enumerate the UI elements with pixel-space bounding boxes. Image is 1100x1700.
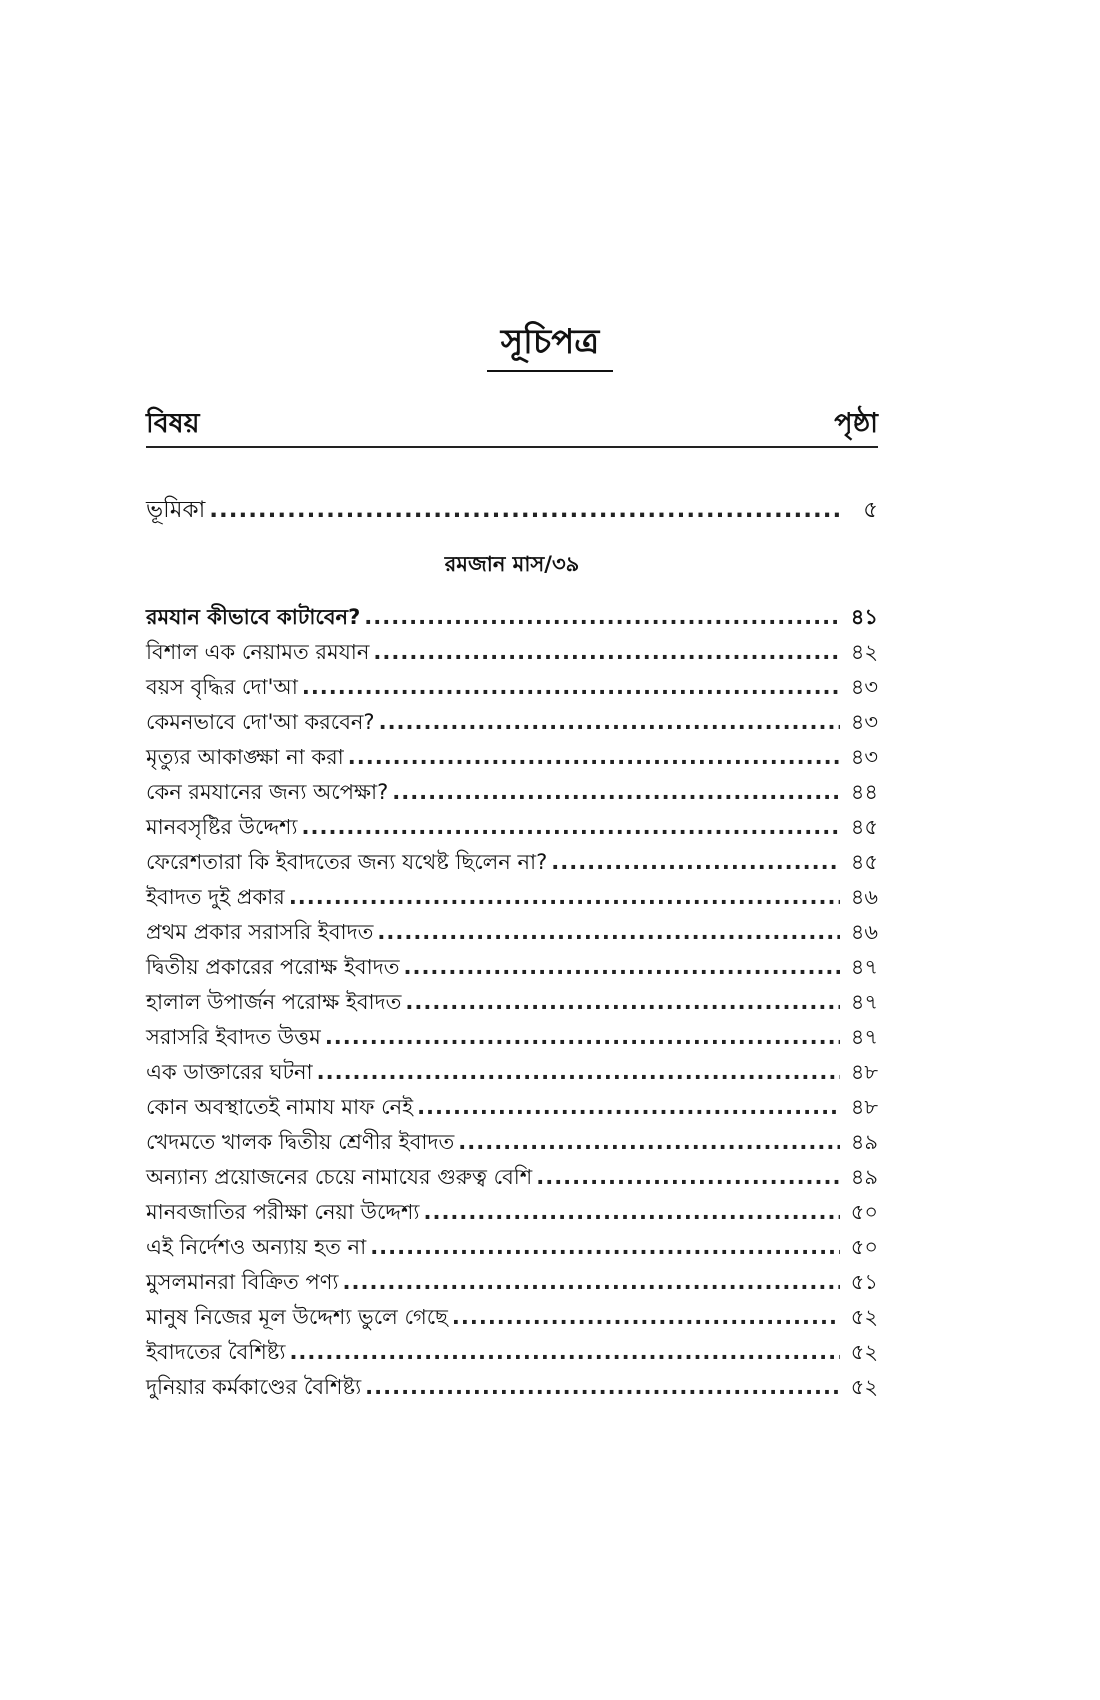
- toc-entry[interactable]: [146, 1195, 878, 1230]
- dot-leader: [289, 880, 840, 915]
- entry-page-number: ৪৯: [850, 1165, 878, 1189]
- entry-page-number: ৫২: [850, 1340, 878, 1364]
- entry-title: কেন রমযানের জন্য অপেক্ষা?: [146, 780, 389, 804]
- dot-leader: [302, 810, 840, 845]
- toc-entry[interactable]: [146, 1090, 878, 1125]
- entry-title: সরাসরি ইবাদত উত্তম: [146, 1025, 321, 1049]
- entry-title: খেদমতে খালক দ্বিতীয় শ্রেণীর ইবাদত: [146, 1130, 455, 1154]
- toc-entry[interactable]: [146, 1300, 878, 1335]
- dot-leader: [405, 985, 840, 1020]
- entry-page-number: ৪৮: [850, 1060, 878, 1084]
- entry-title: দুনিয়ার কর্মকাণ্ডের বৈশিষ্ট্য: [146, 1375, 362, 1399]
- dot-leader: [377, 915, 840, 950]
- page-title-container: [0, 318, 1100, 372]
- page-title: সূচিপত্র: [487, 318, 614, 372]
- entry-title: বয়স বৃদ্ধির দো'আ: [146, 675, 298, 699]
- entry-title: দ্বিতীয় প্রকারের পরোক্ষ ইবাদত: [146, 955, 400, 979]
- toc-entry[interactable]: [146, 1265, 878, 1300]
- toc-entry[interactable]: [146, 1335, 878, 1370]
- entry-page-number: ৪৫: [850, 815, 878, 839]
- toc-entry[interactable]: [146, 810, 878, 845]
- toc-entry[interactable]: [146, 600, 878, 635]
- entry-page-number: ৪৭: [850, 955, 878, 979]
- toc-entry[interactable]: [146, 1020, 878, 1055]
- entry-page-number: ৫২: [850, 1305, 878, 1329]
- entry-title: মানুষ নিজের মূল উদ্দেশ্য ভুলে গেছে: [146, 1305, 448, 1329]
- entry-title: হালাল উপার্জন পরোক্ষ ইবাদত: [146, 990, 402, 1014]
- entry-page-number: ৪৭: [850, 990, 878, 1014]
- dot-leader: [403, 950, 840, 985]
- entry-title: কেমনভাবে দো'আ করবেন?: [146, 710, 375, 734]
- dot-leader: [452, 1300, 840, 1335]
- dot-leader: [551, 845, 840, 880]
- dot-leader: [364, 600, 840, 635]
- entry-page-number: ৪৯: [850, 1130, 878, 1154]
- entry-page-number: ৫০: [850, 1200, 878, 1224]
- dot-leader: [348, 740, 840, 775]
- entry-title: ভূমিকা: [146, 497, 206, 523]
- toc-entries-list: [146, 600, 878, 1405]
- entry-page-number: ৫২: [850, 1375, 878, 1399]
- toc-entry[interactable]: [146, 1125, 878, 1160]
- entry-page-number: ৪৭: [850, 1025, 878, 1049]
- dot-leader: [209, 490, 840, 530]
- entry-title: মানবজাতির পরীক্ষা নেয়া উদ্দেশ্য: [146, 1200, 420, 1224]
- table-of-contents: [146, 490, 878, 1405]
- entry-page-number: ৫০: [850, 1235, 878, 1259]
- entry-title: বিশাল এক নেয়ামত রমযান: [146, 640, 370, 664]
- entry-title: মৃত্যুর আকাঙ্ক্ষা না করা: [146, 745, 344, 769]
- dot-leader: [417, 1090, 840, 1125]
- entry-title: রমযান কীভাবে কাটাবেন?: [146, 605, 361, 629]
- dot-leader: [365, 1370, 840, 1405]
- entry-title: কোন অবস্থাতেই নামায মাফ নেই: [146, 1095, 414, 1119]
- toc-entry[interactable]: [146, 880, 878, 915]
- entry-page-number: ৫১: [850, 1270, 878, 1294]
- page-column-label: পৃষ্ঠা: [834, 408, 878, 439]
- toc-entry[interactable]: [146, 1055, 878, 1090]
- dot-leader: [317, 1055, 840, 1090]
- entry-page-number: ৪৪: [850, 780, 878, 804]
- toc-entry-intro[interactable]: [146, 490, 878, 530]
- dot-leader: [289, 1335, 840, 1370]
- entry-page-number: ৪৩: [850, 745, 878, 769]
- entry-page-number: ৫: [863, 497, 878, 523]
- dot-leader: [370, 1230, 840, 1265]
- section-heading: রমজান মাস/৩৯: [444, 552, 580, 576]
- entry-page-number: ৪১: [850, 605, 878, 629]
- entry-title: মুসলমানরা বিক্রিত পণ্য: [146, 1270, 339, 1294]
- toc-entry[interactable]: [146, 1370, 878, 1405]
- dot-leader: [325, 1020, 840, 1055]
- toc-entry[interactable]: [146, 775, 878, 810]
- dot-leader: [302, 670, 840, 705]
- entry-title: এই নির্দেশও অন্যায় হত না: [146, 1235, 367, 1259]
- dot-leader: [343, 1265, 840, 1300]
- entry-title: অন্যান্য প্রয়োজনের চেয়ে নামাযের গুরুত্ব বেশি: [146, 1165, 533, 1189]
- toc-entry[interactable]: [146, 670, 878, 705]
- toc-entry[interactable]: [146, 705, 878, 740]
- entry-page-number: ৪২: [850, 640, 878, 664]
- toc-entry[interactable]: [146, 1230, 878, 1265]
- dot-leader: [458, 1125, 840, 1160]
- toc-entry[interactable]: [146, 1160, 878, 1195]
- entry-title: প্রথম প্রকার সরাসরি ইবাদত: [146, 920, 374, 944]
- dot-leader: [379, 705, 840, 740]
- toc-entry[interactable]: [146, 985, 878, 1020]
- toc-entry[interactable]: [146, 845, 878, 880]
- toc-entry[interactable]: [146, 915, 878, 950]
- entry-page-number: ৪৩: [850, 675, 878, 699]
- toc-entry[interactable]: [146, 950, 878, 985]
- subject-column-label: বিষয়: [146, 408, 200, 439]
- entry-page-number: ৪৫: [850, 850, 878, 874]
- entry-page-number: ৪৩: [850, 710, 878, 734]
- entry-title: মানবসৃষ্টির উদ্দেশ্য: [146, 815, 298, 839]
- entry-page-number: ৪৬: [850, 920, 878, 944]
- entry-title: এক ডাক্তারের ঘটনা: [146, 1060, 313, 1084]
- entry-page-number: ৪৮: [850, 1095, 878, 1119]
- entry-title: ফেরেশতারা কি ইবাদতের জন্য যথেষ্ট ছিলেন না?: [146, 850, 548, 874]
- dot-leader: [373, 635, 840, 670]
- entry-title: ইবাদতের বৈশিষ্ট্য: [146, 1340, 286, 1364]
- toc-entry[interactable]: [146, 740, 878, 775]
- entry-title: ইবাদত দুই প্রকার: [146, 885, 285, 909]
- toc-column-header: [146, 400, 878, 448]
- dot-leader: [423, 1195, 840, 1230]
- dot-leader: [392, 775, 840, 810]
- entry-page-number: ৪৬: [850, 885, 878, 909]
- toc-entry[interactable]: [146, 635, 878, 670]
- dot-leader: [536, 1160, 840, 1195]
